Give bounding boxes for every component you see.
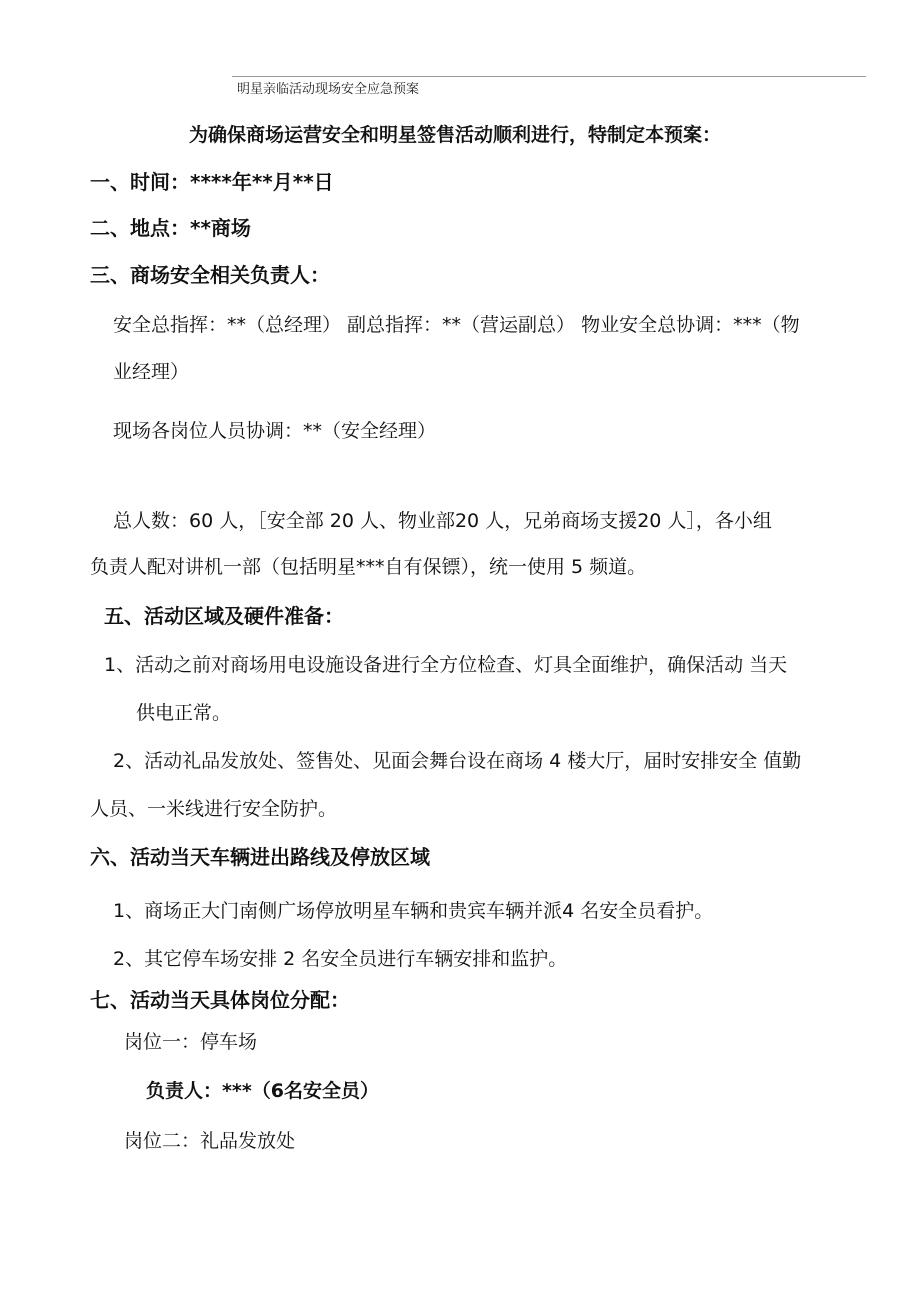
section-5-item-2-line-2: 人员、一米线进行安全防护。 [90,798,338,820]
section-6-item-2: 2、其它停车场安排 2 名安全员进行车辆安排和监护。 [113,948,568,970]
running-header: 明星亲临活动现场安全应急预案 [237,82,420,97]
section-3-site-coordinator: 现场各岗位人员协调：**（安全经理） [113,420,437,442]
section-7-heading-posts: 七、活动当天具体岗位分配： [90,988,350,1012]
section-5-item-2-line-1: 2、活动礼品发放处、签售处、见面会舞台设在商场 4 楼大厅，届时安排安全 值勤 [113,750,802,772]
header-rule [232,76,866,77]
section-3-commanders-line-1: 安全总指挥：**（总经理） 副总指挥：**（营运副总） 物业安全总协调：***（物 [113,314,800,336]
post-1-lead: 负责人：***（6名安全员） [146,1080,380,1102]
staff-count-line-1: 总人数：60 人，［安全部 20 人、物业部20 人，兄弟商场支援20 人］，各小组 [113,510,772,532]
staff-count-line-2: 负责人配对讲机一部（包括明星***自有保镖），统一使用 5 频道。 [90,556,647,578]
section-5-item-1-line-2: 供电正常。 [136,702,232,724]
section-2-heading-location: 二、地点：**商场 [90,216,251,240]
section-3-commanders-line-2: 业经理） [113,361,190,383]
post-2-label: 岗位二：礼品发放处 [124,1130,296,1152]
section-6-item-1: 1、商场正大门南侧广场停放明星车辆和贵宾车辆并派4 名安全员看护。 [113,900,714,922]
intro-paragraph: 为确保商场运营安全和明星签售活动顺利进行，特制定本预案： [189,124,722,146]
section-3-heading-responsible: 三、商场安全相关负责人： [90,263,330,287]
section-5-item-1-line-1: 1、活动之前对商场用电设施设备进行全方位检查、灯具全面维护，确保活动 当天 [104,654,788,676]
section-1-heading-time: 一、时间：****年**月**日 [90,170,334,194]
section-5-heading-hardware: 五、活动区域及硬件准备： [104,604,344,628]
post-1-label: 岗位一：停车场 [124,1031,258,1053]
section-6-heading-vehicles: 六、活动当天车辆进出路线及停放区域 [90,845,430,869]
